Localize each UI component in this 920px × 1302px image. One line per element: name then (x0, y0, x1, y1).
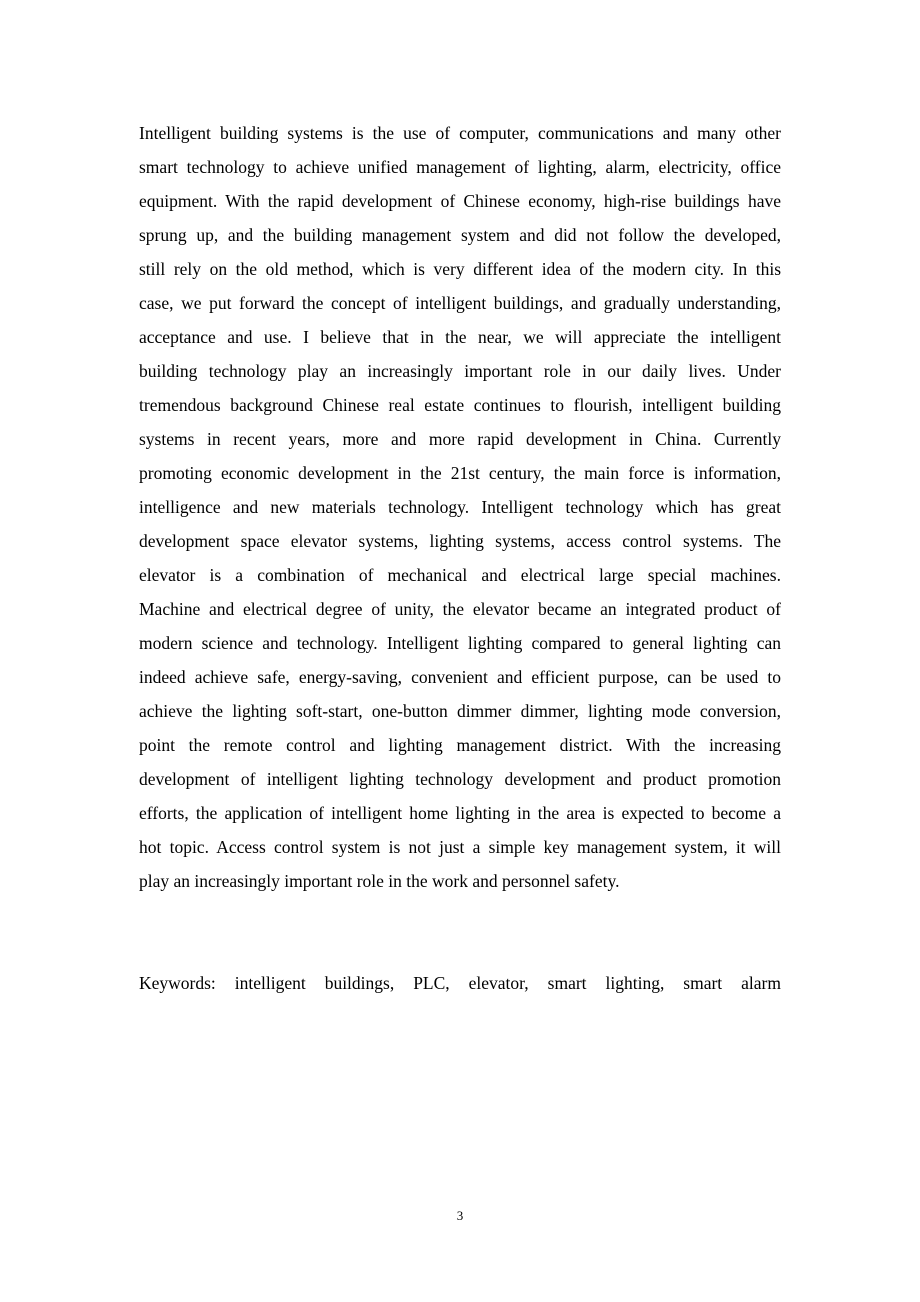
abstract-line: tremendous background Chinese real estate continues to flourish, intelligent building (139, 395, 781, 415)
abstract-line: sprung up, and the building management system and did not follow the developed, (139, 225, 781, 245)
abstract-line: promoting economic development in the 21st century, the main force is information, (139, 463, 781, 483)
abstract-line: modern science and technology. Intelligent lighting compared to general lighting can (139, 633, 781, 653)
abstract-line: Machine and electrical degree of unity, the elevator became an integrated product of (139, 599, 781, 619)
abstract-line: indeed achieve safe, energy-saving, convenient and efficient purpose, can be used to (139, 667, 781, 687)
abstract-line: development of intelligent lighting technology development and product promotion (139, 769, 781, 789)
page-number: 3 (456, 1208, 464, 1223)
abstract-line: Intelligent building systems is the use of computer, communications and many other (139, 123, 781, 143)
abstract-line: hot topic. Access control system is not just a simple key management system, it will (139, 837, 781, 857)
abstract-line: development space elevator systems, lighting systems, access control systems. The (139, 531, 781, 551)
abstract-line: efforts, the application of intelligent home lighting in the area is expected to become a (139, 803, 781, 823)
abstract-line: achieve the lighting soft-start, one-button dimmer dimmer, lighting mode conversion, (139, 701, 781, 721)
abstract-line: elevator is a combination of mechanical and electrical large special machines. (139, 565, 781, 585)
abstract-line: equipment. With the rapid development of Chinese economy, high-rise buildings have (139, 191, 781, 211)
abstract-line: intelligence and new materials technology. Intelligent technology which has great (139, 497, 781, 517)
keywords-line: Keywords: intelligent buildings, PLC, elevator, smart lighting, smart alarm (139, 973, 781, 993)
abstract-line: smart technology to achieve unified management of lighting, alarm, electricity, office (139, 157, 781, 177)
abstract-paragraph (139, 116, 781, 898)
abstract-line: point the remote control and lighting management district. With the increasing (139, 735, 781, 755)
abstract-line: case, we put forward the concept of intelligent buildings, and gradually understanding, (139, 293, 781, 313)
abstract-line: systems in recent years, more and more rapid development in China. Currently (139, 429, 781, 449)
abstract-line: still rely on the old method, which is very different idea of the modern city. In this (139, 259, 781, 279)
abstract-line: acceptance and use. I believe that in the near, we will appreciate the intelligent (139, 327, 781, 347)
abstract-line: building technology play an increasingly important role in our daily lives. Under (139, 361, 781, 381)
abstract-line: play an increasingly important role in the work and personnel safety. (139, 871, 620, 891)
